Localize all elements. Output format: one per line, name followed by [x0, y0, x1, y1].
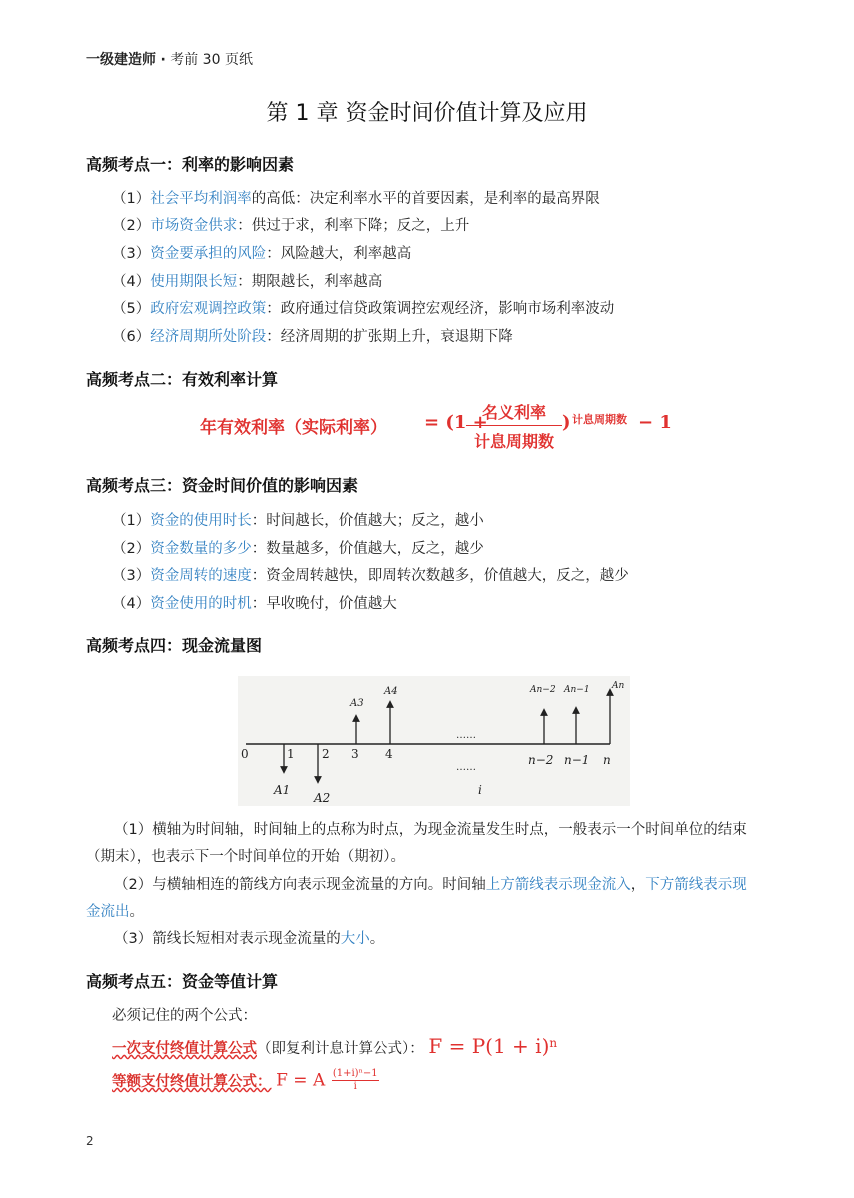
tick-label: 4 — [385, 747, 393, 761]
cashflow-note-1: （1）横轴为时间轴，时间轴上的点称为时点，为现金流量发生时点，一般表示一个时间单位的结束（期末），也表示下一个时间单位的开始（期初）。 — [86, 822, 747, 865]
dots: …… — [456, 762, 476, 773]
formula-label: 一次支付终值计算公式 — [112, 1041, 257, 1057]
list-item: （1）社会平均利润率的高低：决定利率水平的首要因素，是利率的最高界限 — [112, 191, 600, 207]
tick-label: n−1 — [564, 753, 590, 767]
tick-label: n — [603, 753, 611, 767]
flow-label: A4 — [384, 686, 398, 697]
tick-label: 2 — [322, 747, 330, 761]
section-heading-3: 高频考点三：资金时间价值的影响因素 — [86, 476, 359, 495]
flow-label: A2 — [314, 791, 331, 805]
formula-rparen: ) — [562, 412, 571, 433]
formula-exponent: 计息周期数 — [572, 413, 627, 426]
flow-label: A3 — [350, 698, 364, 709]
effective-rate-formula — [200, 400, 680, 454]
formula-fraction — [332, 1068, 379, 1093]
rate-label: i — [478, 783, 482, 797]
cash-flow-diagram — [238, 676, 630, 806]
flow-label: An — [612, 681, 625, 691]
formula-tail: − 1 — [638, 412, 672, 433]
header-dot: · — [160, 52, 166, 68]
formula-numerator: 名义利率 — [466, 400, 562, 426]
chapter-title: 第 1 章 资金时间价值计算及应用 — [266, 101, 588, 126]
compound-formula — [112, 1034, 557, 1058]
tick-label: 3 — [351, 747, 359, 761]
page-number: 2 — [86, 1134, 94, 1148]
formula-expression: F = P(1 + i) — [428, 1034, 550, 1058]
tick-label: n−2 — [528, 753, 554, 767]
flow-label: An−2 — [530, 685, 556, 695]
tick-label: 1 — [287, 747, 295, 761]
equivalence-intro: 必须记住的两个公式： — [112, 1008, 257, 1024]
annuity-formula — [112, 1068, 379, 1093]
header-brand: 一级建造师 — [86, 52, 156, 68]
section-heading-2: 高频考点二：有效利率计算 — [86, 370, 279, 389]
tick-label: 0 — [241, 747, 249, 761]
formula-numerator: (1+i)ⁿ−1 — [332, 1068, 378, 1079]
formula-denominator: i — [353, 1081, 357, 1092]
formula-denominator: 计息周期数 — [473, 432, 554, 451]
formula-fraction — [466, 400, 562, 452]
header-suffix: 考前 30 页纸 — [170, 52, 253, 68]
list-item: （3）资金周转的速度：资金周转越快，即周转次数越多，价值越大，反之，越少 — [112, 568, 629, 584]
list-item: （4）资金使用的时机：早收晚付，价值越大 — [112, 596, 397, 612]
formula-label: 等额支付终值计算公式： — [112, 1074, 272, 1090]
list-item: （6）经济周期所处阶段：经济周期的扩张期上升，衰退期下降 — [112, 329, 513, 345]
list-item: （1）资金的使用时长：时间越长，价值越大；反之，越小 — [112, 513, 484, 529]
formula-note: （即复利计息计算公式）： — [257, 1041, 424, 1057]
list-item: （5）政府宏观调控政策：政府通过信贷政策调控宏观经济，影响市场利率波动 — [112, 301, 615, 317]
flow-label: A1 — [274, 783, 291, 797]
list-item: （3）资金要承担的风险：风险越大，利率越高 — [112, 246, 412, 262]
list-item: （2）市场资金供求：供过于求，利率下降；反之，上升 — [112, 218, 470, 234]
dots: …… — [456, 730, 476, 741]
cashflow-note-3: （3）箭线长短相对表示现金流量的大小。 — [114, 931, 385, 947]
page-header — [86, 49, 253, 69]
flow-label: An−1 — [564, 685, 590, 695]
cashflow-note-2: （2）与横轴相连的箭线方向表示现金流量的方向。时间轴上方箭线表示现金流入，下方箭线表示现金流出。 — [86, 877, 747, 920]
section-heading-4: 高频考点四：现金流量图 — [86, 636, 263, 655]
formula-exponent: n — [549, 1036, 558, 1051]
formula-lhs: 年有效利率（实际利率） — [200, 418, 387, 438]
section-heading-5: 高频考点五：资金等值计算 — [86, 972, 279, 991]
cash-flow-svg — [238, 676, 630, 806]
formula-eq: = (1 + — [424, 412, 488, 433]
section-heading-1: 高频考点一：利率的影响因素 — [86, 155, 295, 174]
list-item: （4）使用期限长短：期限越长，利率越高 — [112, 274, 383, 290]
list-item: （2）资金数量的多少：数量越多，价值越大，反之，越少 — [112, 541, 484, 557]
formula-lhs: F = A — [276, 1070, 326, 1091]
